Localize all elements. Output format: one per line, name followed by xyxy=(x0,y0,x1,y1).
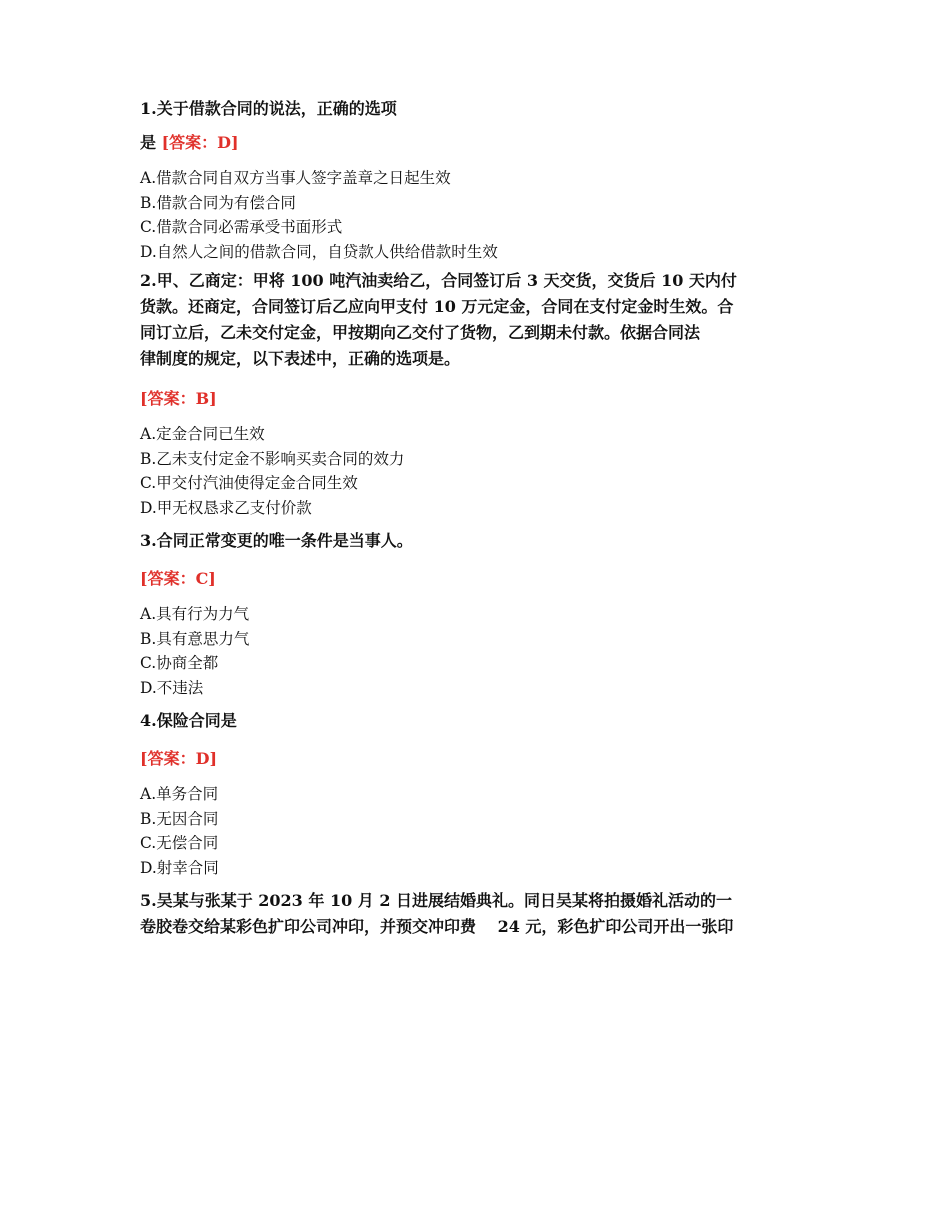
question-5 xyxy=(140,888,805,940)
option-d: D.甲无权恳求乙支付价款 xyxy=(140,498,312,517)
question-5-text-line-1: 5.吴某与张某于 2023 年 10 月 2 日进展结婚典礼。同日吴某将拍摄婚礼活动的一 xyxy=(140,891,733,910)
option-b: B.乙未支付定金不影响买卖合同的效力 xyxy=(140,449,405,468)
question-2-text-line-4: 律制度的规定，以下表述中，正确的选项是。 xyxy=(140,349,461,368)
option-c: C.无偿合同 xyxy=(140,834,219,852)
question-3-answer: [答案：C] xyxy=(140,569,216,588)
question-2-answer: [答案：B] xyxy=(140,389,217,408)
question-2 xyxy=(140,268,805,520)
question-4-answer: [答案：D] xyxy=(140,749,218,768)
question-1-text: 1.关于借款合同的说法，正确的选项 xyxy=(140,99,397,118)
question-2-options xyxy=(140,422,805,520)
question-2-text-line-3: 同订立后，乙未交付定金，甲按期向乙交付了货物，乙到期未付款。依据合同法 xyxy=(140,323,701,342)
document-page xyxy=(140,92,805,940)
question-2-text-line-1: 2.甲、乙商定：甲将 100 吨汽油卖给乙，合同签订后 3 天交货，交货后 10 天内付 xyxy=(140,271,737,290)
option-b: B.具有意思力气 xyxy=(140,629,250,648)
question-4-options xyxy=(140,782,805,880)
question-2-answer-line xyxy=(140,386,805,412)
question-1-answer-prefix: 是 xyxy=(140,133,162,152)
question-4-answer-line xyxy=(140,746,805,772)
option-d: D.自然人之间的借款合同，自贷款人供给借款时生效 xyxy=(140,242,498,261)
option-a: A.具有行为力气 xyxy=(140,605,250,623)
option-c: C.甲交付汽油使得定金合同生效 xyxy=(140,474,358,492)
question-1-answer: [答案：D] xyxy=(161,133,239,152)
question-5-text-line-2: 卷胶卷交给某彩色扩印公司冲印，并预交冲印费 24 元，彩色扩印公司开出一张印 xyxy=(140,917,734,936)
question-1-options xyxy=(140,166,805,264)
option-d: D.不违法 xyxy=(140,678,204,697)
option-b: B.借款合同为有偿合同 xyxy=(140,193,296,212)
option-b: B.无因合同 xyxy=(140,809,219,828)
question-3-text: 3.合同正常变更的唯一条件是当事人。 xyxy=(140,531,413,550)
question-1 xyxy=(140,96,805,264)
option-c: C.协商全都 xyxy=(140,654,219,672)
option-a: A.单务合同 xyxy=(140,785,219,803)
question-1-answer-line xyxy=(140,130,805,156)
option-a: A.定金合同已生效 xyxy=(140,425,265,443)
question-3-options xyxy=(140,602,805,700)
option-d: D.射幸合同 xyxy=(140,858,219,877)
option-c: C.借款合同必需承受书面形式 xyxy=(140,218,343,236)
question-3-answer-line xyxy=(140,566,805,592)
question-4 xyxy=(140,708,805,880)
question-3 xyxy=(140,528,805,700)
question-4-text: 4.保险合同是 xyxy=(140,711,237,730)
question-2-text-line-2: 货款。还商定，合同签订后乙应向甲支付 10 万元定金，合同在支付定金时生效。合 xyxy=(140,297,734,316)
option-a: A.借款合同自双方当事人签字盖章之日起生效 xyxy=(140,169,451,187)
